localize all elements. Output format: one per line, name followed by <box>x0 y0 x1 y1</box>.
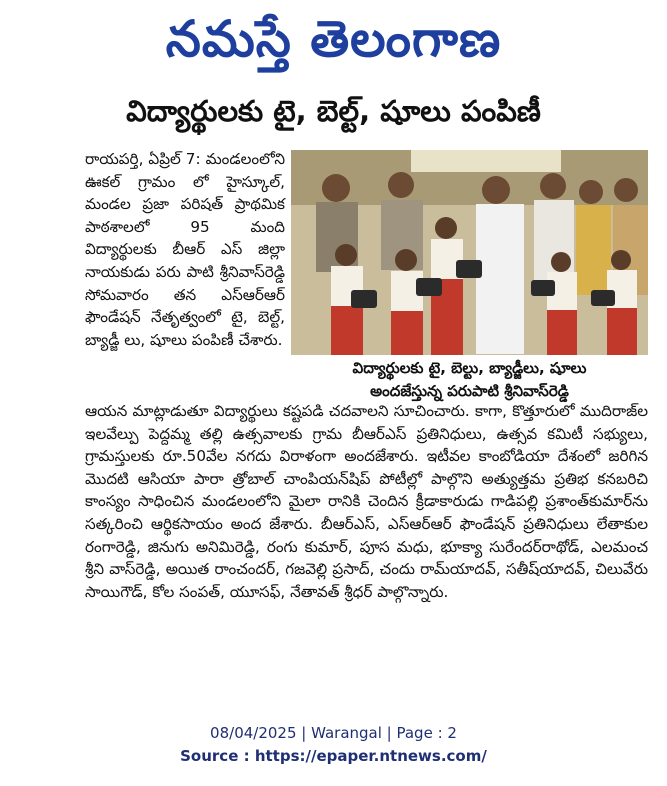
article-headline: విద్యార్థులకు టై, బెల్ట్, షూలు పంపిణీ <box>126 94 541 128</box>
photo-caption-line-1: విద్యార్థులకు టై, బెల్టు, బ్యాడ్జీలు, షూలు <box>352 359 587 377</box>
edition-info: 08/04/2025 | Warangal | Page : 2 <box>210 724 457 742</box>
source-link[interactable]: Source : https://epaper.ntnews.com/ <box>180 747 487 765</box>
photo-caption <box>291 357 648 403</box>
newspaper-title: నమస్తే తెలంగాణ <box>165 10 502 68</box>
students-group-photo-image <box>291 150 648 355</box>
article-intro-column: రాయపర్తి, ఏప్రిల్ 7: మండలంలోని ఊకల్ గ్రామం లో హైస్కూల్, మండల ప్రజా పరిషత్ ప్రాథమిక పాఠశాలలో 95 మంది విద్యార్థులకు బీఆర్ ఎస్ జిల్లా నాయకుడు పరు పాటి శ్రీనివాస్‌రెడ్డి సోమవారం తన ఎస్‌ఆర్‌ఆర్ ఫౌండేషన్ నేతృత్వంలో టై, బెల్ట్, బ్యాడ్జీ లు, షూలు పంపిణీ చేశారు. <box>85 150 285 349</box>
article-photo <box>291 150 648 355</box>
footer <box>0 722 667 768</box>
masthead <box>0 0 667 86</box>
photo-caption-line-2: అందజేస్తున్న పరుపాటి శ్రీనివాస్‌రెడ్డి <box>370 382 569 400</box>
article-body: ఆయన మాట్లాడుతూ విద్యార్థులు కష్టపడి చదవాలని సూచించారు. కాగా, కొత్తూరులో ముదిరాజ్‌ల ఇలవేల్పు పెద్దమ్మ తల్లి ఉత్సవాలకు గ్రామ బీఆర్‌ఎస్ ప్రతినిధులు, ఉత్సవ కమిటీ సభ్యులు, గ్రామస్తులకు రూ.50వేల నగదు విరాళంగా అందజేశారు. ఇటీవల కాంబోడియా దేశంలో జరిగిన మొదటి ఆసియా పారా త్రోబాల్ చాంపియన్‌షిప్ పోటీల్లో పాల్గొని అత్యుత్తమ ప్రతిభ కనబరిచి కాంస్యం సాధించిన మండలంలోని మైలా రానికి చెందిన క్రీడాకారుడు గాడిపల్లి ప్రశాంత్‌కుమార్‌ను సత్కరించి ఆర్థికసాయం అంద జేశారు. బీఆర్‌ఎస్, ఎస్‌ఆర్‌ఆర్ ఫౌండేషన్ ప్రతినిధులు లేతాకుల రంగారెడ్డి, జినుగు అనిమిరెడ్డి, రంగు కుమార్, పూస మధు, భూక్యా సురేందర్‌రాథోడ్, ఎలమంచ శ్రీని వాస్‌రెడ్డి, అయిత రాంచందర్, గజవెల్లి ప్రసాద్, చందు రామ్‌యాదవ్, సతీష్‌యాదవ్, చిలువేరు సాయిగౌడ్, కోల సంపత్, యూసఫ్, నేతావత్ శ్రీధర్ పాల్గొన్నారు. <box>85 402 649 601</box>
